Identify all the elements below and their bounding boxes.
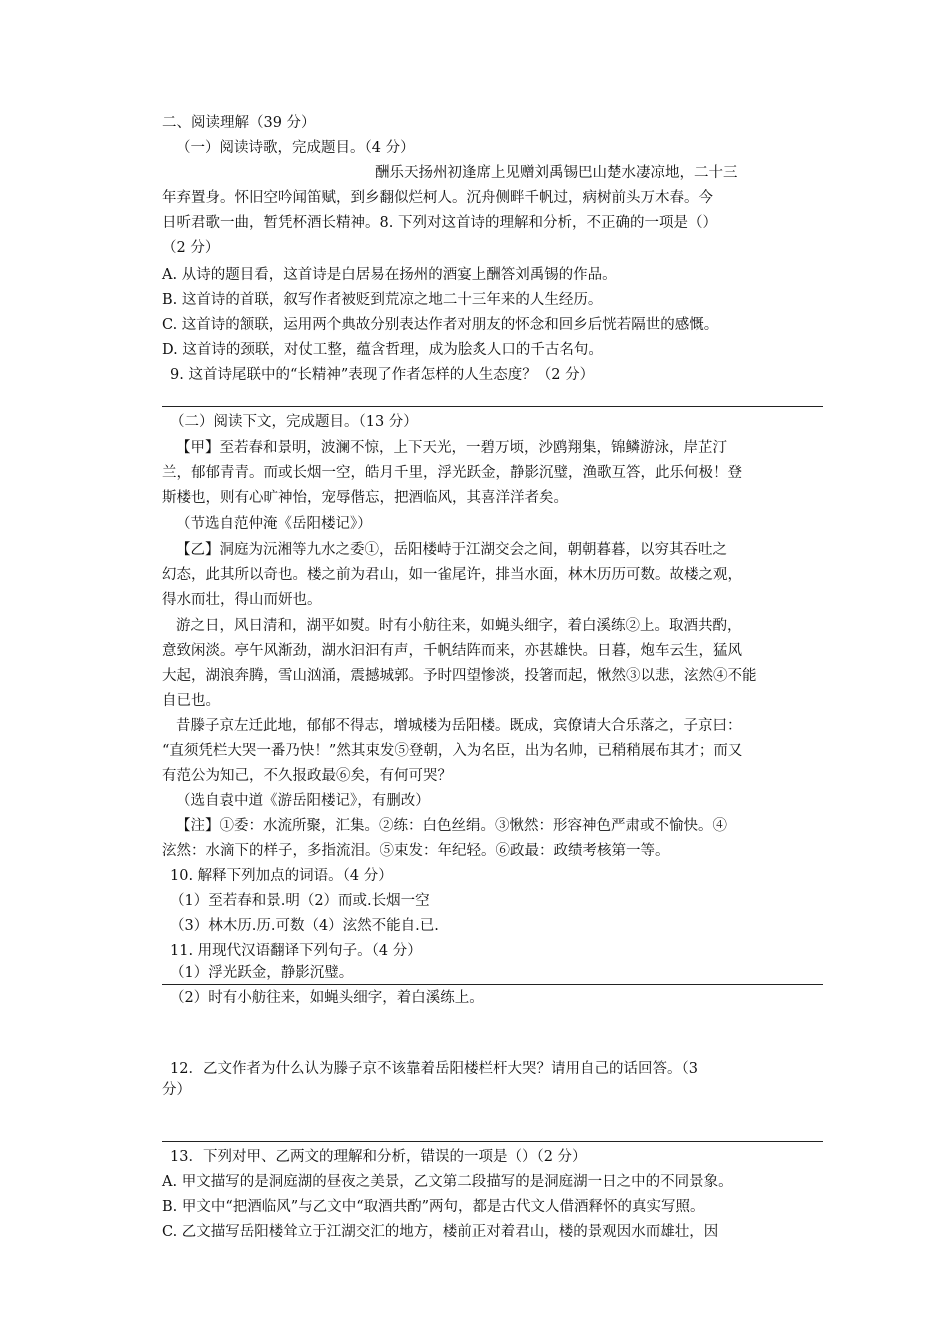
part2-heading: （二）阅读下文，完成题目。（13 分）	[170, 414, 418, 430]
q10-item: （1）至若春和景.明（2）而或.长烟一空	[170, 893, 430, 909]
passage-yi-line: 幻态，此其所以奇也。楼之前为君山，如一雀尾许，排当水面，林木历历可数。故楼之观，	[162, 567, 742, 583]
notes-line: 泫然：水滴下的样子，多指流泪。⑤束发：年纪轻。⑥政最：政绩考核第一等。	[162, 843, 670, 859]
q8-option-d: D. 这首诗的颈联，对仗工整，蕴含哲理，成为脍炙人口的千古名句。	[162, 342, 603, 358]
passage-yi-line: 【乙】洞庭为沅湘等九水之委①，岳阳楼峙于江湖交会之间，朝朝暮暮，以穷其吞吐之	[176, 542, 727, 558]
q10-prompt: 10. 解释下列加点的词语。（4 分）	[170, 868, 393, 884]
passage-jia-line: 兰，郁郁青青。而或长烟一空，皓月千里，浮光跃金，静影沉璧，渔歌互答，此乐何极！登	[162, 465, 742, 481]
q8-option-c: C. 这首诗的颔联，运用两个典故分别表达作者对朋友的怀念和回乡后恍若隔世的感慨。	[162, 317, 719, 333]
q13-option-a: A. 甲文描写的是洞庭湖的昼夜之美景，乙文第二段描写的是洞庭湖一日之中的不同景象。	[162, 1174, 733, 1190]
passage-jia-line: 斯楼也，则有心旷神怡，宠辱偕忘，把酒临风，其喜洋洋者矣。	[162, 490, 568, 506]
answer-line	[162, 984, 823, 985]
q10-item: （3）林木历.历.可数（4）泫然不能自.已.	[170, 918, 439, 934]
passage-yi-line: “直须凭栏大哭一番乃快！”然其束发⑤登朝，入为名臣，出为名帅，已稍稍展布其才；而又	[162, 743, 743, 759]
passage-yi-line: 意致闲淡。亭午风渐劲，湖水汩汩有声，千帆结阵而来，亦甚雄快。日暮，炮车云生，猛风	[162, 643, 742, 659]
q12-prompt-line: 12．乙文作者为什么认为滕子京不该靠着岳阳楼栏杆大哭？请用自己的话回答。（3	[170, 1061, 698, 1077]
q11-item: （2）时有小舫往来，如蝇头细字，着白溪练上。	[170, 990, 484, 1006]
notes-line: 【注】①委：水流所聚，汇集。②练：白色丝绢。③愀然：形容神色严肃或不愉快。④	[176, 818, 727, 834]
q11-item: （1）浮光跃金，静影沉璧。	[170, 965, 354, 981]
passage-yi-line: 自已也。	[162, 693, 220, 709]
answer-line	[162, 1141, 823, 1142]
passage-yi-line: 昔滕子京左迁此地，郁郁不得志，增城楼为岳阳楼。既成，宾僚请大合乐落之，子京曰：	[176, 718, 742, 734]
q8-option-b: B. 这首诗的首联，叙写作者被贬到荒凉之地二十三年来的人生经历。	[162, 292, 603, 308]
q8-option-a: A. 从诗的题目看，这首诗是白居易在扬州的酒宴上酬答刘禹锡的作品。	[162, 267, 617, 283]
q12-prompt-line: 分）	[162, 1082, 191, 1098]
source-jia: （节选自范仲淹《岳阳楼记》）	[176, 516, 372, 532]
poem-line: （2 分）	[162, 240, 220, 256]
passage-yi-line: 游之日，风日清和，湖平如熨。时有小舫往来，如蝇头细字，着白溪练②上。取酒共酌，	[176, 618, 742, 634]
source-yi: （选自袁中道《游岳阳楼记》，有删改）	[176, 793, 430, 809]
passage-jia-line: 【甲】至若春和景明，波澜不惊，上下天光，一碧万顷，沙鸥翔集，锦鳞游泳，岸芷汀	[176, 440, 727, 456]
poem-line: 酬乐天扬州初逢席上见赠刘禹锡巴山楚水凄凉地，二十三	[375, 165, 738, 181]
answer-line	[162, 406, 823, 407]
q13-prompt: 13．下列对甲、乙两文的理解和分析，错误的一项是（）（2 分）	[170, 1149, 587, 1165]
q9-prompt: 9. 这首诗尾联中的“长精神”表现了作者怎样的人生态度？（2 分）	[170, 367, 595, 383]
q13-option-c: C. 乙文描写岳阳楼耸立于江湖交汇的地方，楼前正对着君山，楼的景观因水而雄壮，因	[162, 1224, 719, 1240]
passage-yi-line: 得水而壮，得山而妍也。	[162, 592, 322, 608]
section-title: 二、阅读理解（39 分）	[162, 115, 316, 131]
poem-line: 年弃置身。怀旧空吟闻笛赋，到乡翻似烂柯人。沉舟侧畔千帆过，病树前头万木春。今	[162, 190, 713, 206]
q13-option-b: B. 甲文中“把酒临风”与乙文中“取酒共酌”两句，都是古代文人借酒释怀的真实写照。	[162, 1199, 705, 1215]
passage-yi-line: 有范公为知己，不久报政最⑥矣，有何可哭？	[162, 768, 452, 784]
poem-line: 日听君歌一曲，暂凭杯酒长精神。8. 下列对这首诗的理解和分析，不正确的一项是（）	[162, 215, 717, 231]
passage-yi-line: 大起，湖浪奔腾，雪山汹涌，震撼城郭。予时四望惨淡，投箸而起，愀然③以悲，泫然④不能	[162, 668, 757, 684]
part1-heading: （一）阅读诗歌，完成题目。（4 分）	[176, 140, 415, 156]
q11-prompt: 11. 用现代汉语翻译下列句子。（4 分）	[170, 943, 422, 959]
